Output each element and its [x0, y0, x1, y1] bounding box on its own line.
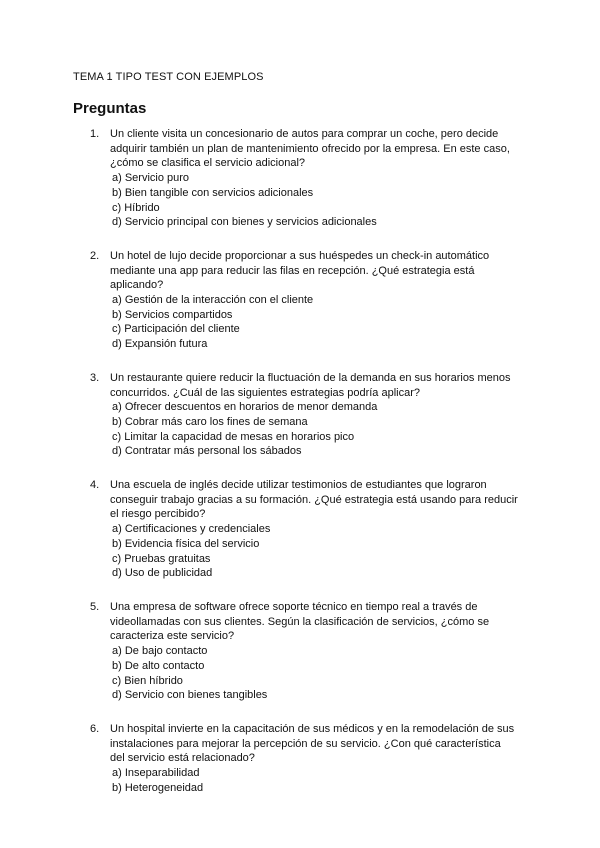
option-b: b) Cobrar más caro los fines de semana: [112, 415, 308, 428]
question-text: Un restaurante quiere reducir la fluctuación de la demanda en sus horarios menos concurridos. ¿Cuál de las siguientes estrategias podría aplicar?: [110, 371, 511, 399]
option-b: b) Heterogeneidad: [112, 781, 204, 794]
option-c: c) Híbrido: [112, 201, 160, 214]
option-b: b) Servicios compartidos: [112, 308, 233, 321]
option-d: d) Contratar más personal los sábados: [112, 445, 302, 458]
option-list: [110, 293, 518, 352]
option-list: [110, 644, 518, 703]
question-item: [0, 478, 600, 581]
option-c: c) Limitar la capacidad de mesas en horarios pico: [112, 430, 355, 443]
question-number: 1.: [90, 128, 100, 140]
question-number: 5.: [90, 600, 100, 613]
question-number: 4.: [90, 479, 100, 492]
option-b: b) Bien tangible con servicios adicionales: [112, 186, 314, 199]
question-text: Un cliente visita un concesionario de autos para comprar un coche, pero decide adquirir también un plan de mantenimiento ofrecido por la empresa. En este caso, ¿cómo se clasifica el servicio adicional?: [110, 128, 510, 170]
question-text: Un hotel de lujo decide proporcionar a sus huéspedes un check-in automático mediante una app para reducir las filas en recepción. ¿Qué estrategia está aplicando?: [110, 249, 490, 292]
option-list: [110, 171, 518, 230]
question-item: [0, 371, 600, 459]
question-number: 3.: [90, 371, 100, 384]
question-text: Una empresa de software ofrece soporte técnico en tiempo real a través de videollamadas con sus clientes. Según la clasificación de servicios, ¿cómo se caracteriza este servicio?: [110, 600, 490, 643]
question-number: 6.: [90, 722, 100, 735]
option-c: c) Pruebas gratuitas: [112, 552, 211, 565]
option-list: [110, 522, 518, 581]
question-item: [0, 722, 600, 796]
option-a: a) Servicio puro: [112, 172, 190, 185]
option-b: b) De alto contacto: [112, 659, 205, 672]
question-list: [0, 127, 600, 814]
option-d: d) Servicio principal con bienes y servicios adicionales: [112, 216, 377, 229]
option-list: [110, 766, 518, 795]
document-title: TEMA 1 TIPO TEST CON EJEMPLOS: [73, 71, 264, 83]
option-d: d) Expansión futura: [112, 338, 208, 351]
question-text: Una escuela de inglés decide utilizar testimonios de estudiantes que lograron conseguir trabajo gracias a su formación. ¿Qué estrategia está usando para reducir el riesgo percibido?: [110, 479, 518, 521]
option-a: a) Ofrecer descuentos en horarios de menor demanda: [112, 401, 378, 414]
question-item: [0, 127, 600, 230]
question-item: [0, 600, 600, 703]
section-heading: Preguntas: [73, 100, 147, 117]
question-text: Un hospital invierte en la capacitación de sus médicos y en la remodelación de sus instalaciones para mejorar la percepción de su servicio. ¿Con qué característica del servicio está relacionado?: [110, 722, 515, 765]
question-number: 2.: [90, 249, 100, 262]
option-d: d) Servicio con bienes tangibles: [112, 689, 268, 702]
option-a: a) Gestión de la interacción con el cliente: [112, 294, 314, 307]
option-a: a) De bajo contacto: [112, 645, 208, 658]
option-b: b) Evidencia física del servicio: [112, 537, 260, 550]
option-a: a) Certificaciones y credenciales: [112, 523, 271, 536]
option-c: c) Bien híbrido: [112, 674, 183, 687]
option-a: a) Inseparabilidad: [112, 767, 200, 780]
option-list: [110, 400, 518, 459]
option-c: c) Participación del cliente: [112, 323, 240, 336]
question-item: [0, 249, 600, 352]
option-d: d) Uso de publicidad: [112, 567, 213, 580]
